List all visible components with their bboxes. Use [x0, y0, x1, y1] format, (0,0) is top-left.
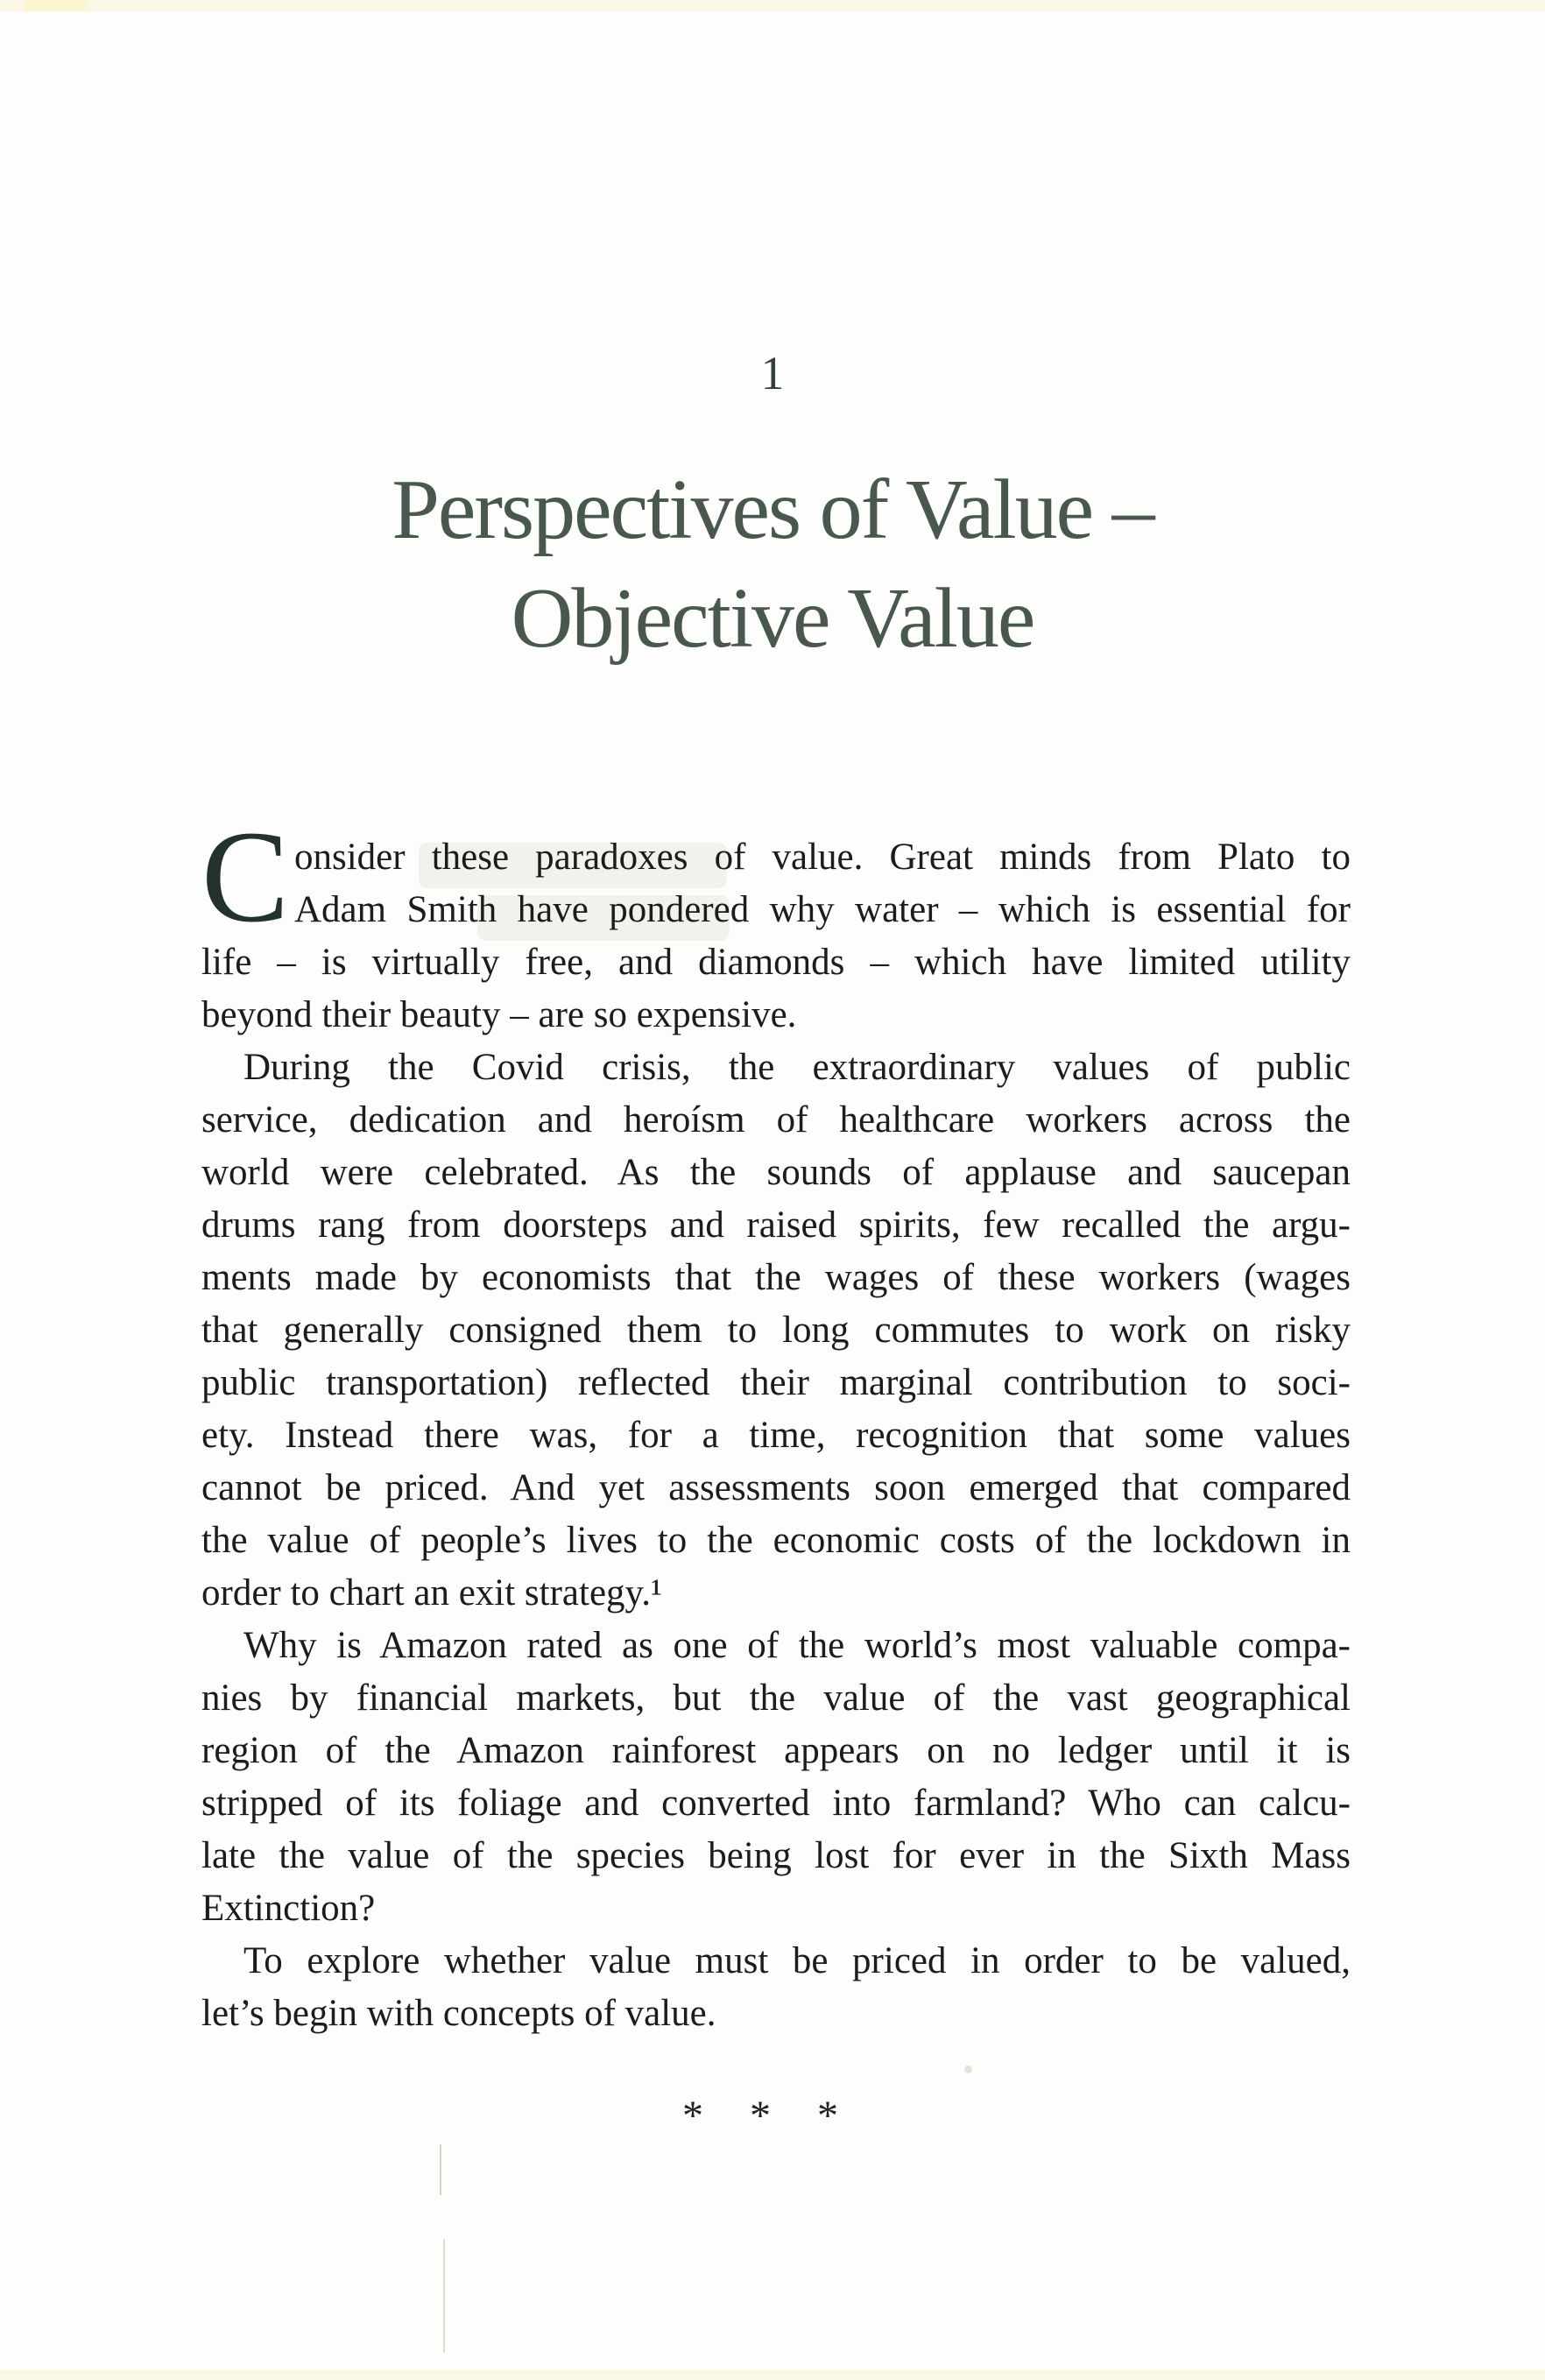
body-line: beyond their beauty – are so expensive. — [201, 994, 797, 1035]
paragraph — [201, 804, 1351, 1042]
body-text — [201, 804, 1351, 2040]
body-line: cannot be priced. And yet assessments soon emerged that compared — [201, 1467, 1351, 1508]
body-line: order to chart an exit strategy.¹ — [201, 1572, 662, 1614]
body-line: that generally consigned them to long commutes to work on risky — [201, 1310, 1351, 1351]
body-line: late the value of the species being lost for ever in the Sixth Mass — [201, 1835, 1351, 1876]
asterisk: * — [682, 2093, 703, 2139]
body-line: onsider these paradoxes of value. Great minds from Plato to — [294, 837, 1351, 878]
body-line: During the Covid crisis, the extraordinary values of public — [243, 1047, 1351, 1088]
section-break — [186, 2090, 1335, 2143]
body-line: To explore whether value must be priced in order to be valued, — [243, 1940, 1351, 1981]
chapter-number: 1 — [760, 347, 785, 399]
body-line: world were celebrated. As the sounds of applause and saucepan — [201, 1152, 1351, 1193]
asterisk: * — [750, 2093, 771, 2139]
chapter-title — [0, 456, 1545, 673]
body-line: Adam Smith have pondered why water – which is essential for — [294, 889, 1351, 930]
paragraph — [201, 1620, 1351, 1935]
scan-edge-bottom — [0, 2369, 1545, 2380]
drop-cap: C — [201, 804, 290, 950]
scan-mark — [440, 2144, 441, 2195]
asterisk: * — [817, 2093, 838, 2139]
scan-edge-corner — [25, 0, 86, 11]
body-line: service, dedication and heroísm of healthcare workers across the — [201, 1099, 1351, 1141]
body-line: public transportation) reflected their marginal contribution to soci- — [201, 1362, 1351, 1403]
body-line: Extinction? — [201, 1888, 376, 1929]
scan-speck — [964, 2066, 972, 2073]
body-line: region of the Amazon rainforest appears on no ledger until it is — [201, 1730, 1351, 1771]
body-line: the value of people’s lives to the economic costs of the lockdown in — [201, 1520, 1351, 1561]
paragraph — [201, 1935, 1351, 2040]
body-line: ety. Instead there was, for a time, recognition that some values — [201, 1415, 1351, 1456]
scan-mark — [443, 2239, 445, 2353]
body-line: stripped of its foliage and converted into farmland? Who can calcu- — [201, 1783, 1351, 1824]
body-line: drums rang from doorsteps and raised spirits, few recalled the argu- — [201, 1204, 1351, 1246]
scan-edge-top — [0, 0, 1545, 11]
body-line: life – is virtually free, and diamonds – which have limited utility — [201, 942, 1351, 983]
chapter-title-line1: Perspectives of Value – — [392, 463, 1153, 557]
body-line: Why is Amazon rated as one of the world’s most valuable compa- — [243, 1625, 1351, 1666]
paragraph — [201, 1042, 1351, 1620]
body-line: nies by financial markets, but the value of the vast geographical — [201, 1677, 1351, 1719]
chapter-title-line2: Objective Value — [511, 571, 1034, 666]
body-line: ments made by economists that the wages of these workers (wages — [201, 1257, 1351, 1298]
body-line: let’s begin with concepts of value. — [201, 1993, 716, 2034]
